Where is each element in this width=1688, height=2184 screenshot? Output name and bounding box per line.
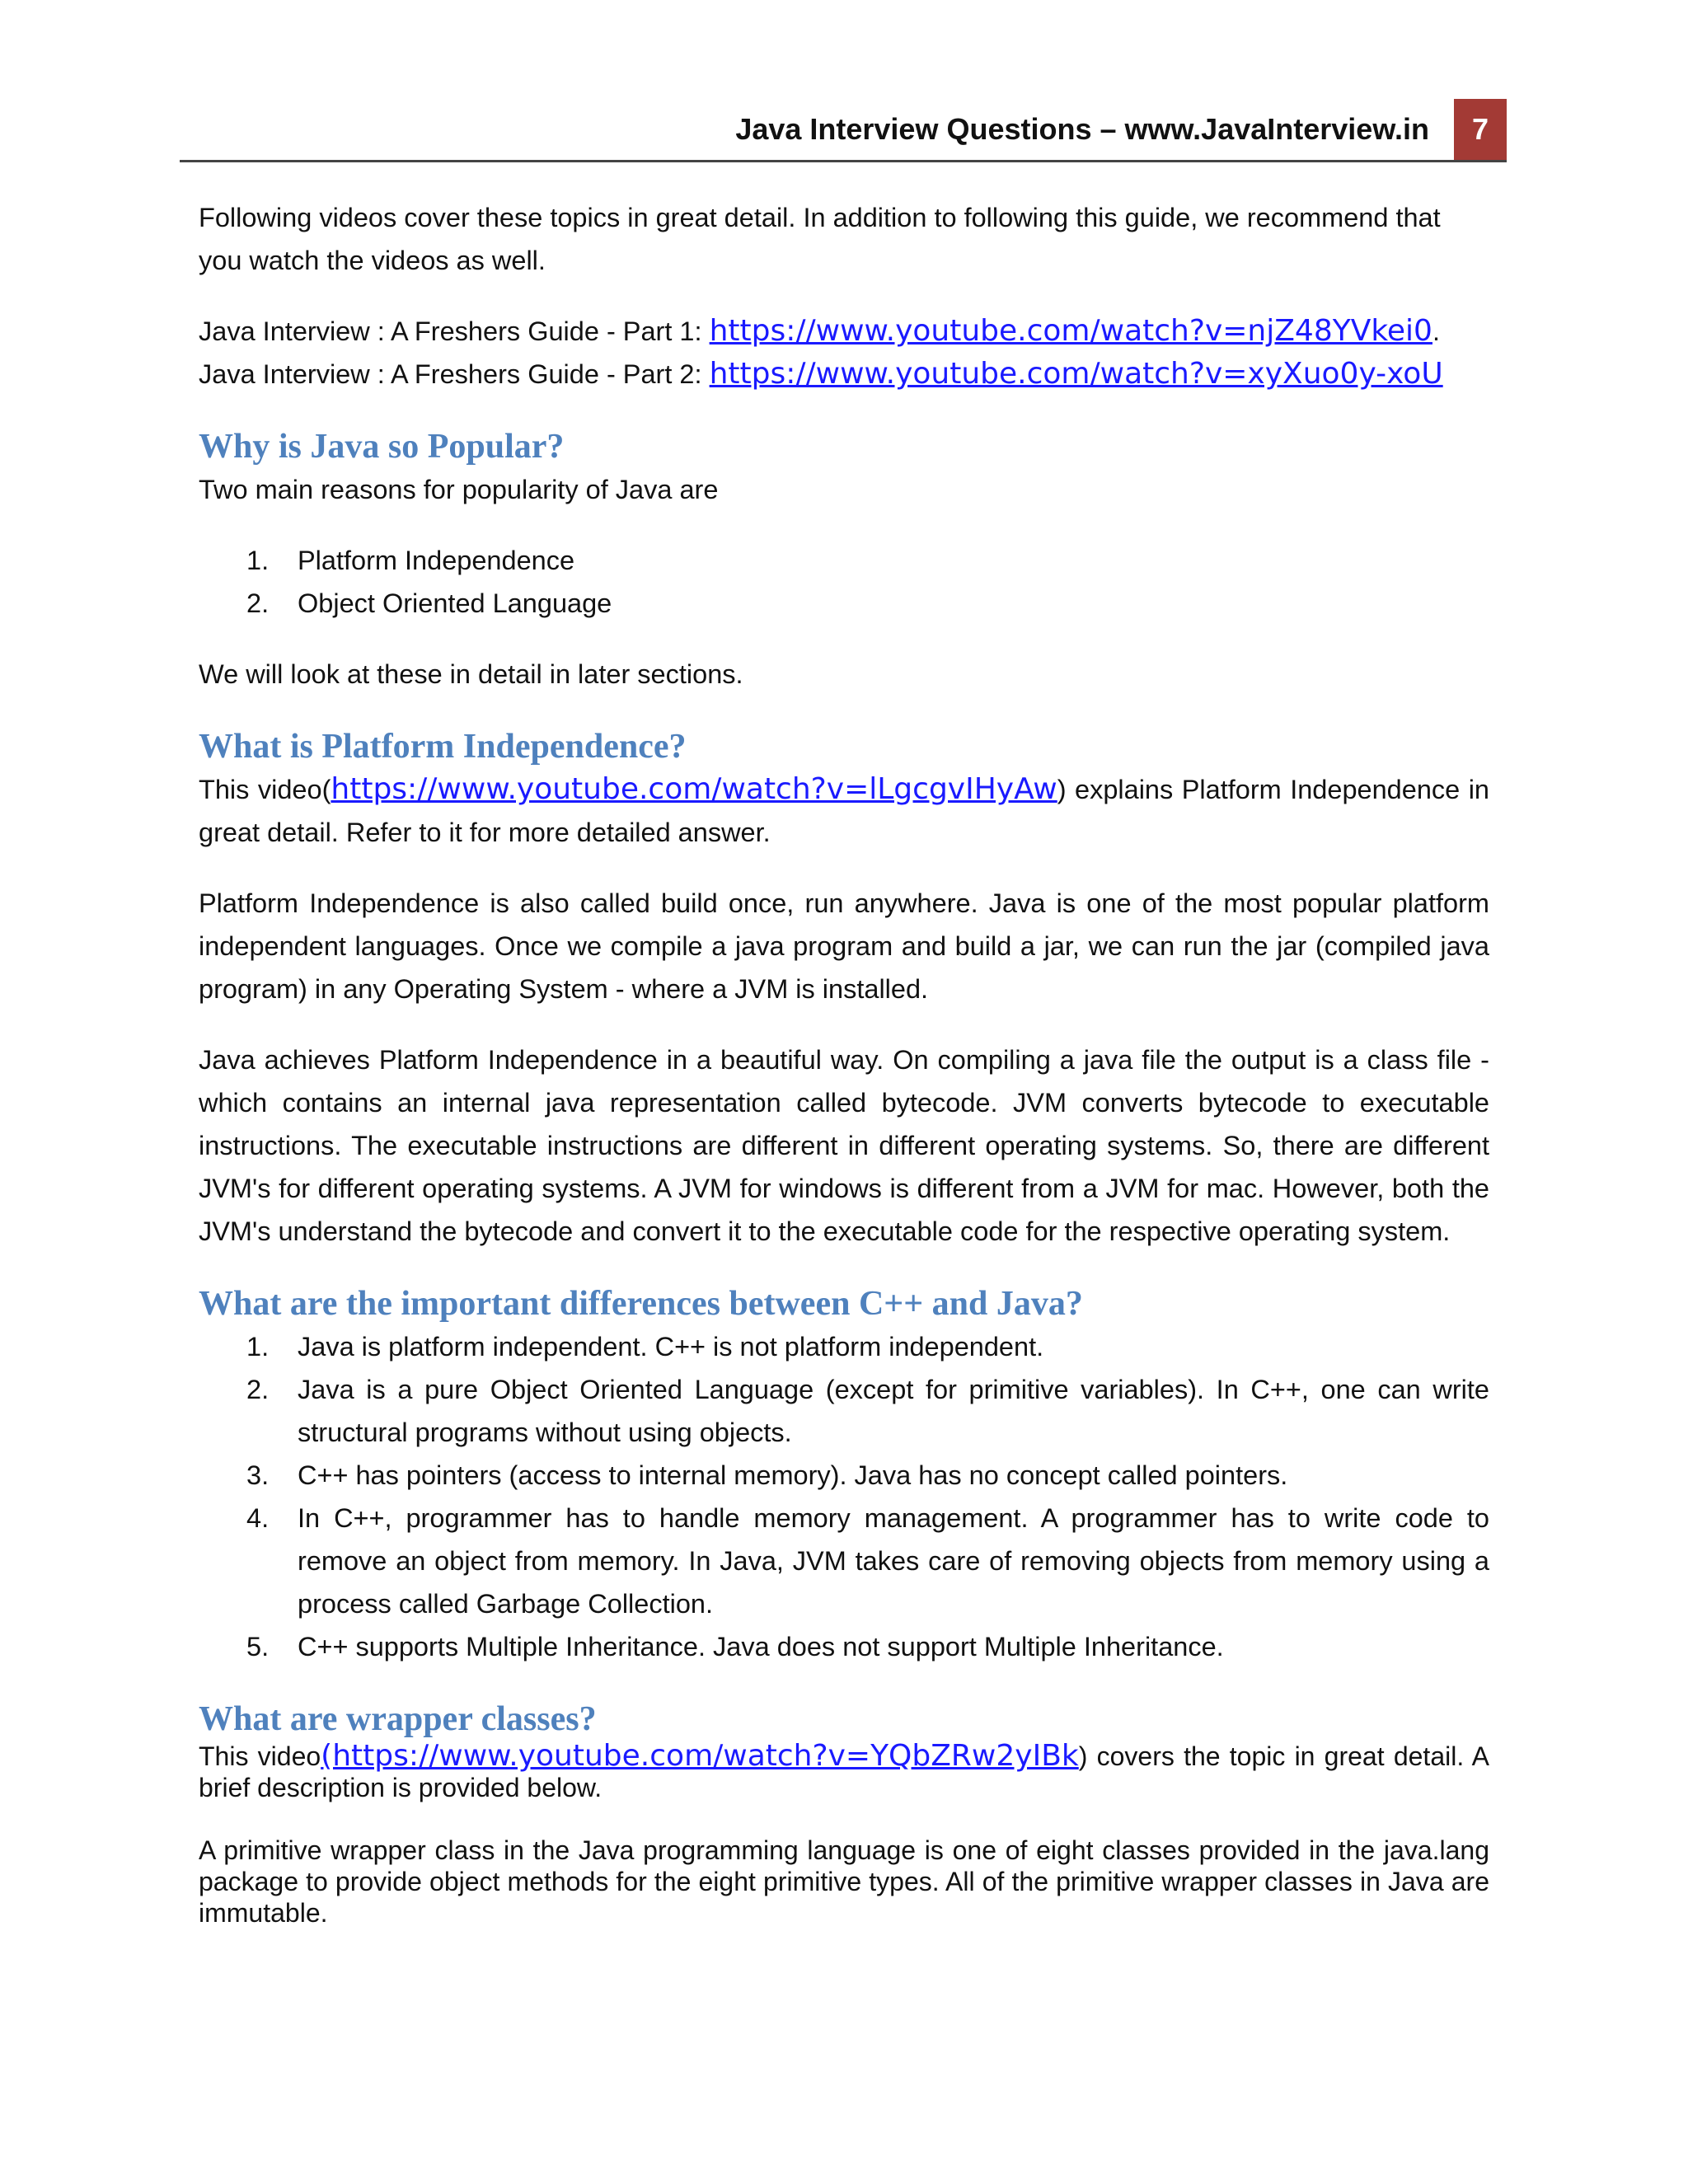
popular-reasons-list bbox=[199, 539, 1489, 625]
list-item: 5. C++ supports Multiple Inheritance. Java does not support Multiple Inheritance. bbox=[246, 1632, 1224, 1661]
wrapper-video-link[interactable]: (https://www.youtube.com/watch?v=YQbZRw2yIBk bbox=[321, 1739, 1079, 1773]
section-heading-wrapper: What are wrapper classes? bbox=[199, 1700, 597, 1738]
page-header bbox=[180, 99, 1507, 162]
section-heading-differences: What are the important differences between C++ and Java? bbox=[199, 1285, 1083, 1323]
platform-paragraph-1: Platform Independence is also called build once, run anywhere. Java is one of the most popular platform independent languages. Once we compile a java program and build a jar, we can run the jar (compiled java program) in any Operating System - where a JVM is installed. bbox=[199, 888, 1489, 1004]
part2-label: Java Interview : A Freshers Guide - Part 2: bbox=[199, 359, 710, 389]
list-item: 4. In C++, programmer has to handle memory management. A programmer has to write code to remove an object from memory. In Java, JVM takes care of removing objects from memory using a process called Garbage Collection. bbox=[246, 1503, 1489, 1619]
page-number-badge: 7 bbox=[1454, 99, 1507, 160]
section-heading-platform: What is Platform Independence? bbox=[199, 728, 687, 766]
section-heading-popular: Why is Java so Popular? bbox=[199, 428, 565, 466]
popular-intro: Two main reasons for popularity of Java are bbox=[199, 475, 719, 504]
header-title: Java Interview Questions – www.JavaInterview.in bbox=[735, 112, 1429, 146]
part2-video-link[interactable]: https://www.youtube.com/watch?v=xyXuo0y-xoU bbox=[709, 357, 1443, 391]
list-item: 2. Java is a pure Object Oriented Language (except for primitive variables). In C++, one can write structural programs without using objects. bbox=[246, 1375, 1489, 1447]
video-link-line-part2 bbox=[199, 353, 1489, 396]
platform-paragraph-2: Java achieves Platform Independence in a beautiful way. On compiling a java file the output is a class file - which contains an internal java representation called bytecode. JVM converts bytecode to executable instructions. The executable instructions are different in different operating systems. So, there are different JVM's for different operating systems. A JVM for windows is different from a JVM for mac. However, both the JVM's understand the bytecode and convert it to the executable code for the respective operating system. bbox=[199, 1045, 1489, 1246]
wrapper-paragraph: A primitive wrapper class in the Java programming language is one of eight classes provided in the java.lang package to provide object methods for the eight primitive types. All of the primitive wrapper classes in Java are immutable. bbox=[199, 1835, 1489, 1928]
part1-label: Java Interview : A Freshers Guide - Part 1: bbox=[199, 316, 710, 346]
list-item: 2. Object Oriented Language bbox=[246, 588, 612, 618]
differences-list bbox=[199, 1325, 1489, 1668]
popular-outro: We will look at these in detail in later sections. bbox=[199, 659, 743, 689]
platform-video-paragraph: This video(https://www.youtube.com/watch?v=lLgcgvIHyAw) explains Platform Independence in great detail. Refer to it for more detailed answer. bbox=[199, 772, 1489, 847]
list-item: 1. Platform Independence bbox=[246, 546, 575, 575]
list-item: 1. Java is platform independent. C++ is not platform independent. bbox=[246, 1332, 1044, 1361]
page-content bbox=[199, 196, 1489, 1929]
platform-video-link[interactable]: https://www.youtube.com/watch?v=lLgcgvIHyAw bbox=[331, 772, 1057, 806]
wrapper-video-paragraph: This video(https://www.youtube.com/watch?v=YQbZRw2yIBk) covers the topic in great detail. A brief description is provided below. bbox=[199, 1739, 1490, 1802]
part1-suffix: . bbox=[1432, 316, 1440, 346]
part1-video-link[interactable]: https://www.youtube.com/watch?v=njZ48YVkei0 bbox=[709, 314, 1432, 348]
wrapper-section-body bbox=[199, 1741, 1489, 1929]
video-link-line-part1 bbox=[199, 310, 1489, 353]
intro-paragraph: Following videos cover these topics in great detail. In addition to following this guide, we recommend that you watch the videos as well. bbox=[199, 203, 1441, 275]
list-item: 3. C++ has pointers (access to internal memory). Java has no concept called pointers. bbox=[246, 1460, 1288, 1490]
